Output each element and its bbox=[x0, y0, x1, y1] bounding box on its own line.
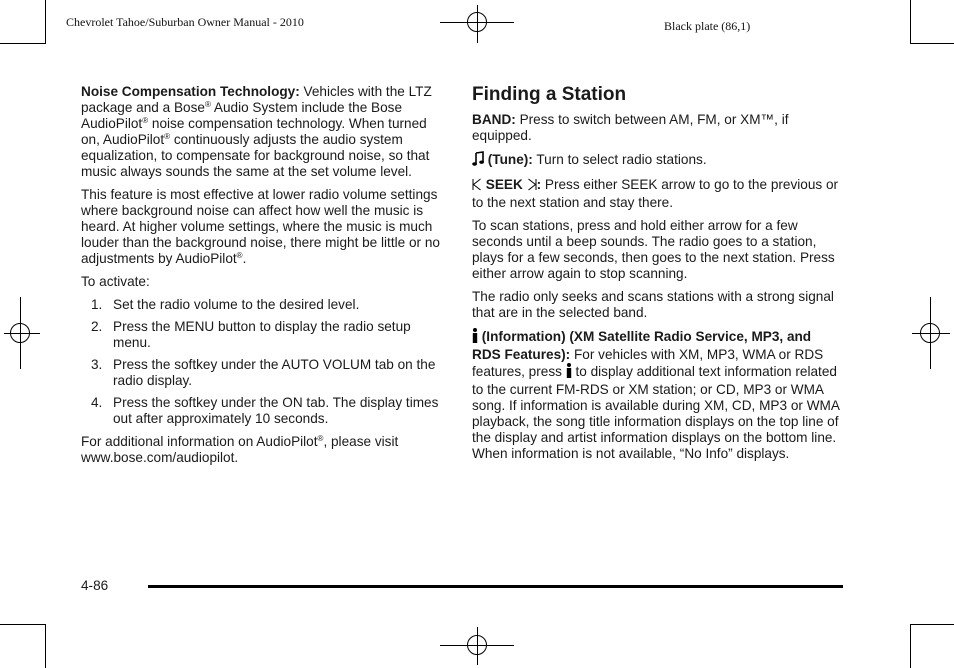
band-label: BAND: bbox=[472, 112, 516, 127]
tune-paragraph: (Tune): Turn to select radio stations. bbox=[472, 151, 840, 170]
seek-forward-icon bbox=[527, 178, 537, 195]
seek-paragraph: SEEK : Press either SEEK arrow to go to the previous or to the next station and stay there. bbox=[472, 177, 839, 210]
seek-label: SEEK bbox=[485, 177, 523, 192]
list-item: 3. Press the softkey under the AUTO VOLUM tab on the radio display. bbox=[91, 357, 436, 388]
information-label: (Information) (XM Satellite Radio Service, MP3, and RDS Features): bbox=[472, 329, 812, 362]
crop-mark bbox=[910, 624, 954, 625]
crop-mark bbox=[910, 624, 911, 668]
additional-info-paragraph: For additional information on AudioPilot®, please visit www.bose.com/audiopilot. bbox=[81, 434, 399, 465]
crop-mark bbox=[910, 0, 911, 44]
crop-mark bbox=[0, 43, 46, 44]
activate-label: To activate: bbox=[81, 274, 150, 289]
section-heading: Finding a Station bbox=[472, 84, 627, 105]
registration-circle bbox=[467, 635, 487, 655]
list-item: 4. Press the softkey under the ON tab. The display times out after approximately 10 seconds. bbox=[91, 395, 439, 426]
effectiveness-paragraph: This feature is most effective at lower radio volume settings where background noise can affect how well the music is heard. At higher volume settings, where the music is much louder than the background noise, there might be little or no adjustments by AudioPilot®. bbox=[81, 187, 440, 266]
music-note-icon bbox=[472, 151, 484, 170]
information-paragraph: (Information) (XM Satellite Radio Service, MP3, and RDS Features): For vehicles with XM, MP3, WMA or RDS features, press to display additional text information related to the current FM-RDS or XM station; or CD, MP3 or WMA song. If information is available during XM, CD, MP3 or WMA playback, the song title information displays on the top line of the display and artist information displays on the bottom line. When information is not available, “No Info” displays. bbox=[472, 329, 840, 461]
noise-compensation-paragraph: Noise Compensation Technology: Vehicles with the LTZ package and a Bose® Audio System include the Bose AudioPilot® noise compensation technology. When turned on, AudioPilot® continuously adjusts the audio system equalization, to compensate for background noise, so that music always sounds the same at the set volume level. bbox=[81, 84, 432, 179]
info-icon bbox=[472, 328, 478, 347]
list-item: 1. Set the radio volume to the desired level. bbox=[91, 297, 360, 312]
crop-mark bbox=[0, 624, 46, 625]
noise-compensation-title: Noise Compensation Technology: bbox=[81, 84, 300, 99]
tune-label: (Tune): bbox=[487, 152, 533, 167]
registration-circle bbox=[10, 323, 30, 343]
activation-steps bbox=[81, 297, 447, 427]
footer-rule bbox=[148, 585, 843, 588]
registration-circle bbox=[920, 323, 940, 343]
right-column bbox=[472, 84, 840, 469]
page-number: 4-86 bbox=[81, 578, 109, 593]
list-item: 2. Press the MENU button to display the radio setup menu. bbox=[91, 319, 411, 350]
registration-circle bbox=[467, 12, 487, 32]
seek-back-icon bbox=[472, 178, 482, 195]
left-column bbox=[81, 84, 447, 473]
scan-paragraph: To scan stations, press and hold either arrow for a few seconds until a beep sounds. The radio goes to a station, plays for a few seconds, then goes to the next station. Press either arrow again to stop scanning. bbox=[472, 218, 835, 281]
crop-mark bbox=[45, 624, 46, 668]
crop-mark bbox=[45, 0, 46, 44]
strong-signal-paragraph: The radio only seeks and scans stations with a strong signal that are in the selected band. bbox=[472, 289, 834, 320]
manual-title: Chevrolet Tahoe/Suburban Owner Manual - 2010 bbox=[66, 15, 304, 29]
plate-label: Black plate (86,1) bbox=[664, 19, 751, 33]
band-paragraph: BAND: Press to switch between AM, FM, or XM™, if equipped. bbox=[472, 112, 789, 143]
crop-mark bbox=[910, 43, 954, 44]
